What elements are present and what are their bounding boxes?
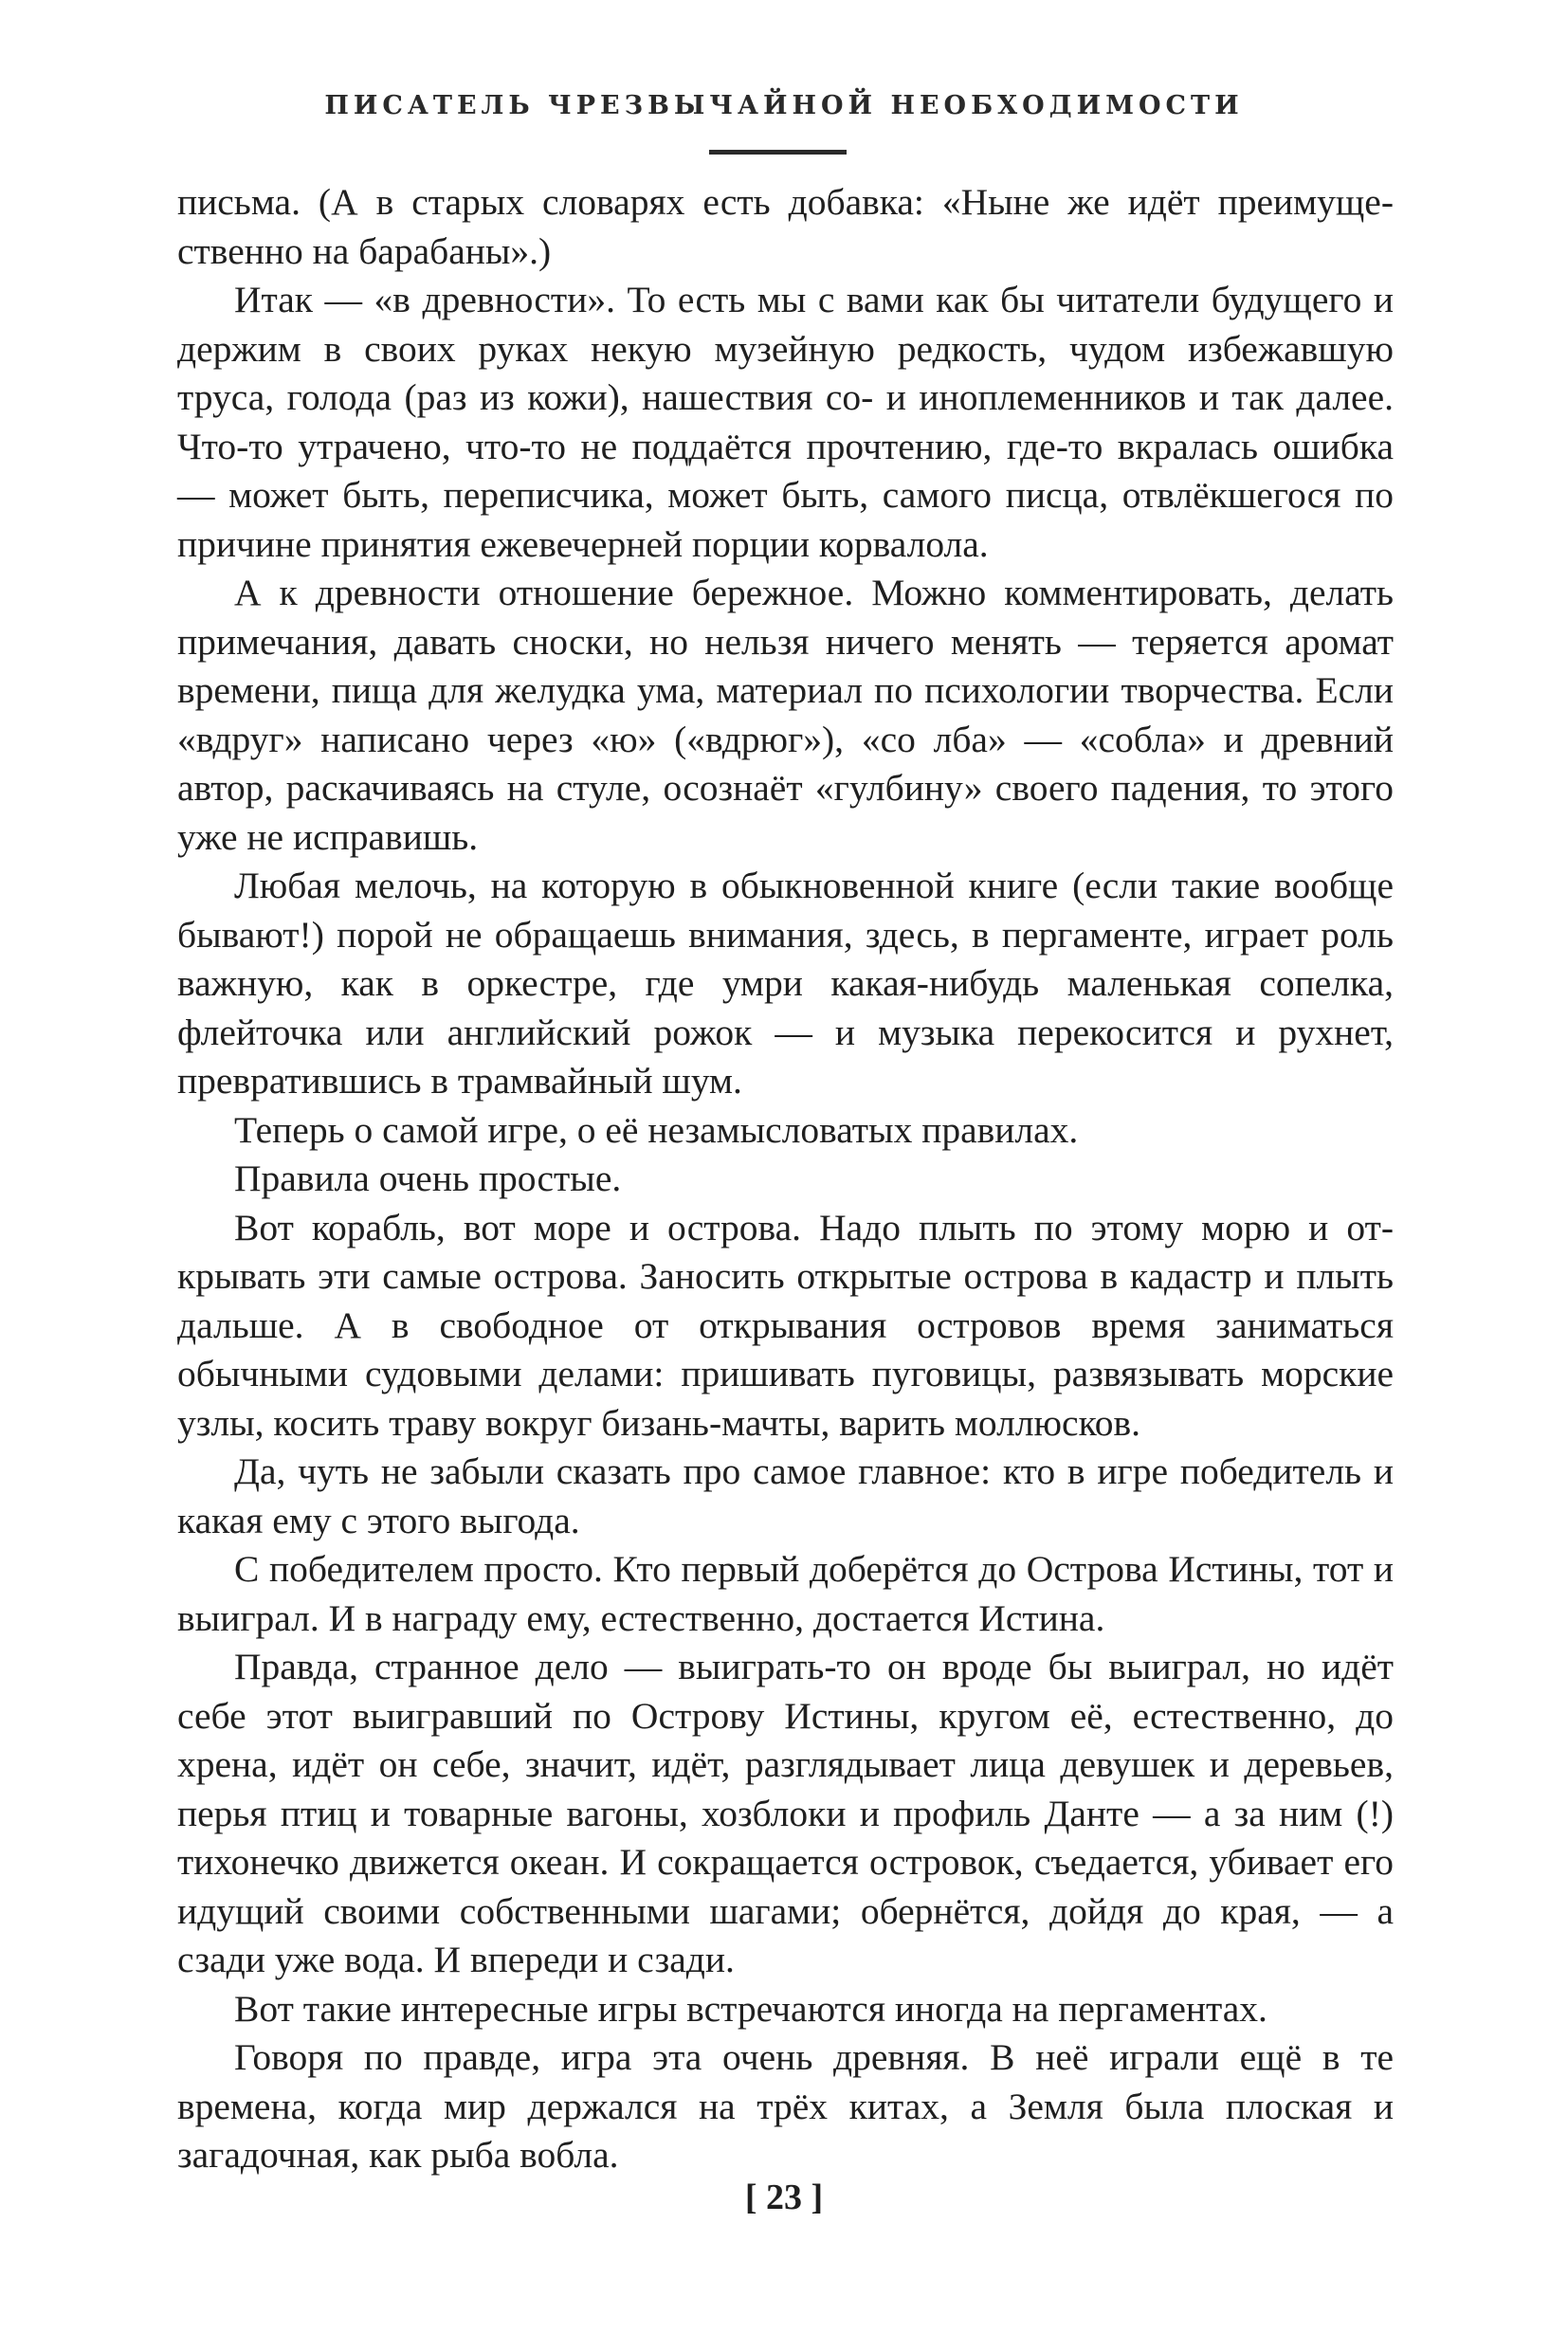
paragraph: Теперь о самой игре, о её незамысловатых правилах.	[234, 1108, 1079, 1151]
paragraph: Любая мелочь, на которую в обыкновенной книге (если такие вообще бывают!) порой не обращаешь внимания, здесь, в пергаменте, играет роль важную, как в оркестре, где умри какая-нибудь маленькая сопелка, флейточка или английский рожок — и музыка перекосится и рухнет, превратившись в трамвайный шум.	[177, 865, 1394, 1102]
paragraph: Итак — «в древности». То есть мы с вами как бы читатели будущего и держим в своих руках некую музейную редкость, чудом избежавшую труса, голода (раз из кожи), нашествия со- и иноплеменников и так далее. Что-то утрачено, что-то не поддаётся прочтению, где-то вкралась ошибка — может быть, переписчика, может быть, самого писца, отвлёкшегося по причине принятия ежевечерней порции корвалола.	[177, 279, 1394, 565]
paragraph: Правда, странное дело — выиграть-то он вроде бы выиграл, но идёт себе этот выигравший по Острову Истины, кругом её, естественно, до хрена, идёт он себе, значит, идёт, разглядывает лица девушек и деревьев, перья птиц и товарные вагоны, хозблоки и профиль Данте — а за ним (!) тихонечко движется океан. И сокращается островок, съедается, убивает его идущий своими собственными шагами; обернётся, дойдя до края, — а сзади уже вода. И впереди и сзади.	[177, 1646, 1394, 1980]
paragraph: письма. (А в старых словарях есть добавка: «Ныне же идёт преимущественно на барабаны».)	[177, 181, 1394, 272]
page-number: [ 23 ]	[744, 2178, 824, 2217]
paragraph: Да, чуть не забыли сказать про самое главное: кто в игре победитель и какая ему с этого выгода.	[177, 1450, 1394, 1541]
paragraph: С победителем просто. Кто первый доберётся до Острова Истины, тот и выиграл. И в награду ему, естественно, достается Истина.	[177, 1548, 1394, 1639]
paragraph: Вот такие интересные игры встречаются иногда на пергаментах.	[234, 1987, 1267, 2030]
paragraph: Говоря по правде, игра эта очень древняя. В неё играли ещё в те времена, когда мир держался на трёх китах, а Земля была плоская и загадочная, как рыба вобла.	[177, 2036, 1394, 2176]
running-head: ПИСАТЕЛЬ ЧРЕЗВЫЧАЙНОЙ НЕОБХОДИМОСТИ	[324, 91, 1244, 120]
paragraph: Правила очень простые.	[234, 1157, 622, 1199]
paragraph: А к древности отношение бережное. Можно комментировать, делать примечания, давать сноски, но нельзя ничего менять — теряется аромат времени, пища для желудка ума, материал по психологии творчества. Если «вдруг» написано через «ю» («вдрюг»), «со лба» — «собла» и древний автор, раскачиваясь на стуле, осознаёт «гулбину» своего падения, то этого уже не исправишь.	[177, 572, 1394, 858]
header-rule	[709, 150, 847, 155]
body-text	[177, 178, 1394, 2180]
paragraph: Вот корабль, вот море и острова. Надо плыть по этому морю и открывать эти самые острова. Заносить открытые острова в кадастр и плыть дальше. А в свободное от открывания островов время заниматься обычными судовыми делами: пришивать пуговицы, развязывать морские узлы, косить траву вокруг бизань-мачты, варить моллюсков.	[177, 1206, 1394, 1444]
